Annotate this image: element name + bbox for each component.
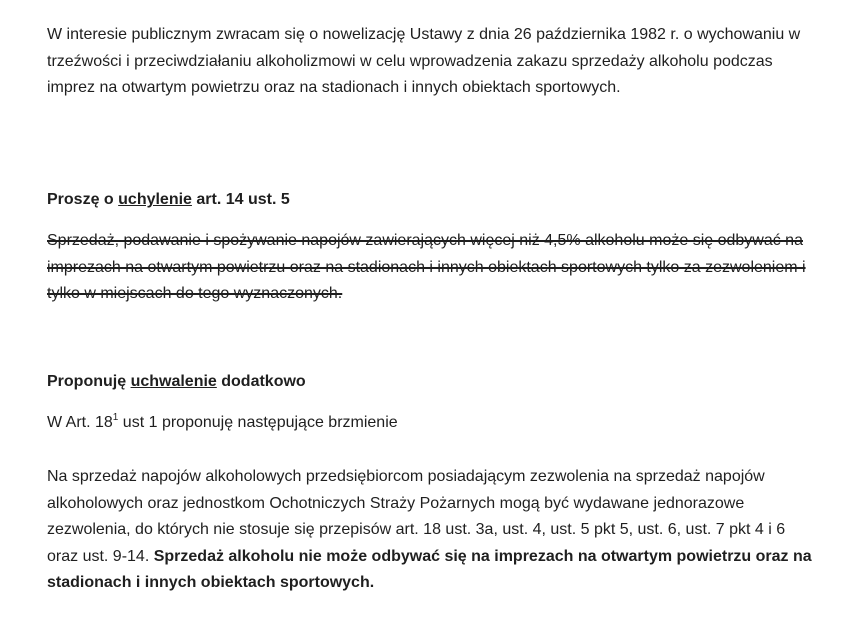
repeal-heading-prefix: Proszę o — [47, 191, 119, 208]
article-reference-suffix: ust 1 proponuję następujące brzmienie — [118, 414, 398, 431]
intro-paragraph: W interesie publicznym zwracam się o nowelizację Ustawy z dnia 26 października 1982 r. o wychowaniu w trzeźwości i przeciwdziałaniu alkoholizmowi w celu wprowadzenia zakazu sprzedaży alkoholu podczas imprez na otwartym powietrzu oraz na stadionach i innych obiektach sportowych. — [47, 26, 801, 96]
repeal-heading-underlined: uchylenie — [118, 191, 192, 208]
proposed-wording-paragraph — [47, 464, 817, 597]
proposal-heading-prefix: Proponuję — [47, 373, 131, 390]
struck-provision-paragraph — [47, 228, 817, 308]
article-reference-line — [47, 410, 817, 437]
article-reference-prefix: W Art. 18 — [47, 414, 113, 431]
repeal-heading — [47, 187, 817, 214]
struck-provision-text: Sprzedaż, podawanie i spożywanie napojów zawierających więcej niż 4,5% alkoholu może się odbywać na imprezach na otwartym powietrzu oraz na stadionach i innych obiektach sportowych tylko za zezwoleniem i tylko w miejscach do tego wyznaczonych. — [47, 232, 806, 302]
proposed-wording-bold: Sprzedaż alkoholu nie może odbywać się na imprezach na otwartym powietrzu oraz na stadionach i innych obiektach sportowych. — [47, 547, 812, 591]
repeal-heading-suffix: art. 14 ust. 5 — [191, 191, 290, 208]
proposal-heading-underlined: uchwalenie — [130, 373, 217, 390]
proposal-heading-suffix: dodatkowo — [216, 373, 306, 390]
article-reference-superscript: 1 — [112, 411, 119, 423]
proposed-wording-normal: Na sprzedaż napojów alkoholowych przedsiębiorcom posiadającym zezwolenia na sprzedaż napojów alkoholowych oraz jednostkom Ochotniczych Straży Pożarnych mogą być wydawane jednorazowe zezwolenia, do których nie stosuje się przepisów art. 18 ust. 3a, ust. 4, ust. 5 pkt 5, ust. 6, ust. 7 pkt 4 i 6 oraz ust. 9-14. — [47, 468, 786, 565]
proposal-heading — [47, 369, 817, 396]
